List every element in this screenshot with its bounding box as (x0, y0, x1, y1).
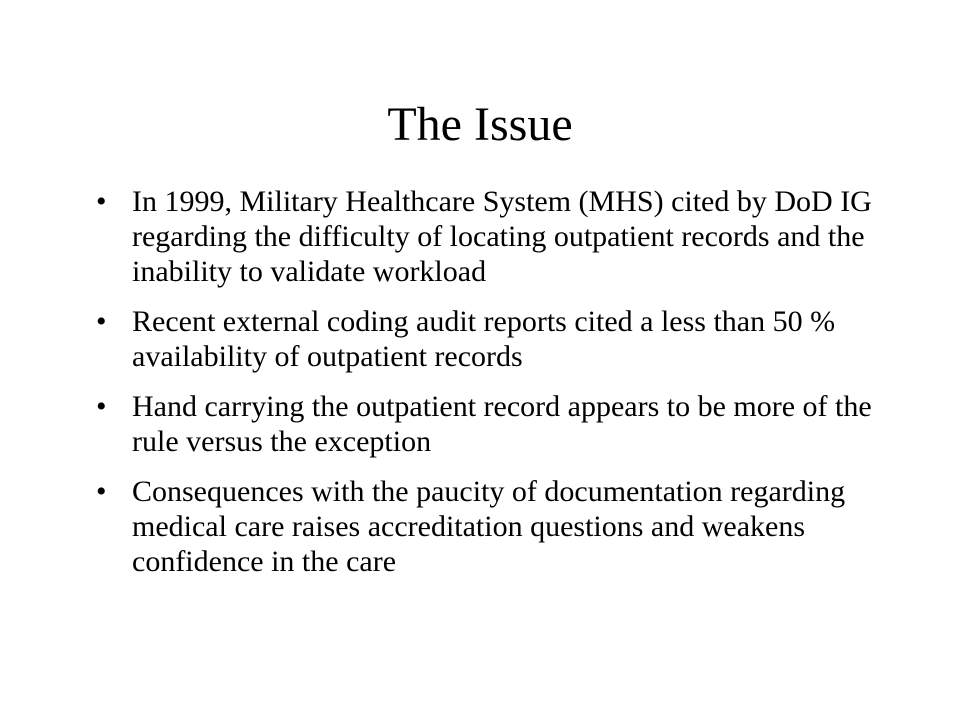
bullet-text-2: Recent external coding audit reports cited a less than 50 % availability of outpatient records (132, 305, 836, 373)
bullet-text-3: Hand carrying the outpatient record appears to be more of the rule versus the exception (132, 390, 872, 458)
bullet-item-2 (96, 304, 896, 374)
bullet-icon: • (96, 390, 107, 423)
bullet-icon: • (96, 475, 107, 508)
bullet-list (96, 184, 896, 594)
bullet-item-4 (96, 474, 896, 579)
bullet-icon: • (96, 185, 107, 218)
slide-title: The Issue (387, 98, 573, 151)
bullet-icon: • (96, 305, 107, 338)
bullet-item-1 (96, 184, 896, 289)
bullet-text-4: Consequences with the paucity of documentation regarding medical care raises accreditation questions and weakens confidence in the care (132, 475, 846, 578)
bullet-item-3 (96, 389, 896, 459)
bullet-text-1: In 1999, Military Healthcare System (MHS) cited by DoD IG regarding the difficulty of locating outpatient records and the inability to validate workload (132, 185, 872, 288)
